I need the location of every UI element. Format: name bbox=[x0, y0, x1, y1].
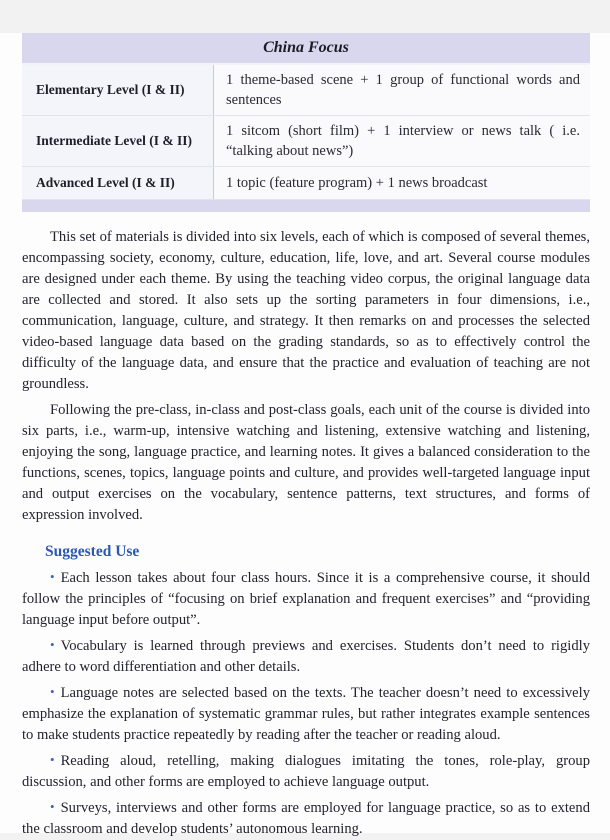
bullet-item-vocabulary bbox=[22, 635, 590, 678]
table-row bbox=[22, 116, 590, 167]
bullet-item-language-practice bbox=[22, 797, 590, 840]
body-text bbox=[22, 227, 590, 840]
level-cell: Elementary Level (I & II) bbox=[22, 65, 213, 115]
bullet-icon: • bbox=[50, 752, 55, 767]
bullet-icon: • bbox=[50, 569, 55, 584]
content-cell: 1 topic (feature program) + 1 news broadcast bbox=[213, 167, 590, 199]
bullet-icon: • bbox=[50, 637, 55, 652]
paragraph-course-structure: Following the pre-class, in-class and post-class goals, each unit of the course is divided into six parts, i.e., warm-up, intensive watching and listening, extensive watching and listening, enjoying the song, language practice, and learning notes. It gives a balanced consideration to the functions, scenes, topics, language points and culture, and provides well-targeted language input and output exercises on the vocabulary, sentence patterns, text structures, and forms of expression involved. bbox=[22, 402, 590, 523]
bullet-text: Surveys, interviews and other forms are employed for language practice, so as to extend the classroom and develop students’ autonomous learning. bbox=[22, 800, 590, 837]
level-cell: Intermediate Level (I & II) bbox=[22, 116, 213, 166]
bullet-text: Language notes are selected based on the texts. The teacher doesn’t need to excessively emphasize the explanation of systematic grammar rules, but rather integrates example sentences to make students practice repeatedly by reading after the teacher or reading aloud. bbox=[22, 685, 590, 743]
suggested-use-heading: Suggested Use bbox=[45, 543, 140, 560]
level-cell: Advanced Level (I & II) bbox=[22, 167, 213, 199]
bullet-icon: • bbox=[50, 799, 55, 814]
table-row bbox=[22, 65, 590, 116]
bullet-text: Vocabulary is learned through previews and exercises. Students don’t need to rigidly adhere to word differentiation and other details. bbox=[22, 638, 590, 675]
document-page bbox=[0, 33, 610, 837]
bullet-item-lesson-hours bbox=[22, 567, 590, 631]
content-cell: 1 theme-based scene + 1 group of functional words and sentences bbox=[213, 65, 590, 115]
table-title: China Focus bbox=[22, 33, 590, 65]
bullet-item-language-notes bbox=[22, 682, 590, 746]
paragraph-materials-overview: This set of materials is divided into six levels, each of which is composed of several themes, encompassing society, economy, culture, education, life, love, and art. Several course modules are designed under each theme. By using the teaching video corpus, the original language data are collected and stored. It also sets up the sorting parameters in four dimensions, i.e., communication, language, culture, and strategy. It then remarks on and processes the selected video-based language data based on the grading standards, so as to effectively control the difficulty of the language data, and ensure that the practice and evaluation of teaching are not groundless. bbox=[22, 229, 590, 392]
table-row bbox=[22, 167, 590, 200]
bullet-icon: • bbox=[50, 684, 55, 699]
bullet-text: Reading aloud, retelling, making dialogues imitating the tones, role-play, group discussion, and other forms are employed to achieve language output. bbox=[22, 753, 590, 790]
china-focus-table bbox=[22, 33, 590, 212]
bullet-text: Each lesson takes about four class hours. Since it is a comprehensive course, it should follow the principles of “focusing on brief explanation and frequent exercises” and “providing language input before output”. bbox=[22, 570, 590, 628]
bullet-item-language-output bbox=[22, 750, 590, 793]
content-cell: 1 sitcom (short film) + 1 interview or news talk ( i.e. “talking about news”) bbox=[213, 116, 590, 166]
table-bottom-strip bbox=[22, 200, 590, 212]
